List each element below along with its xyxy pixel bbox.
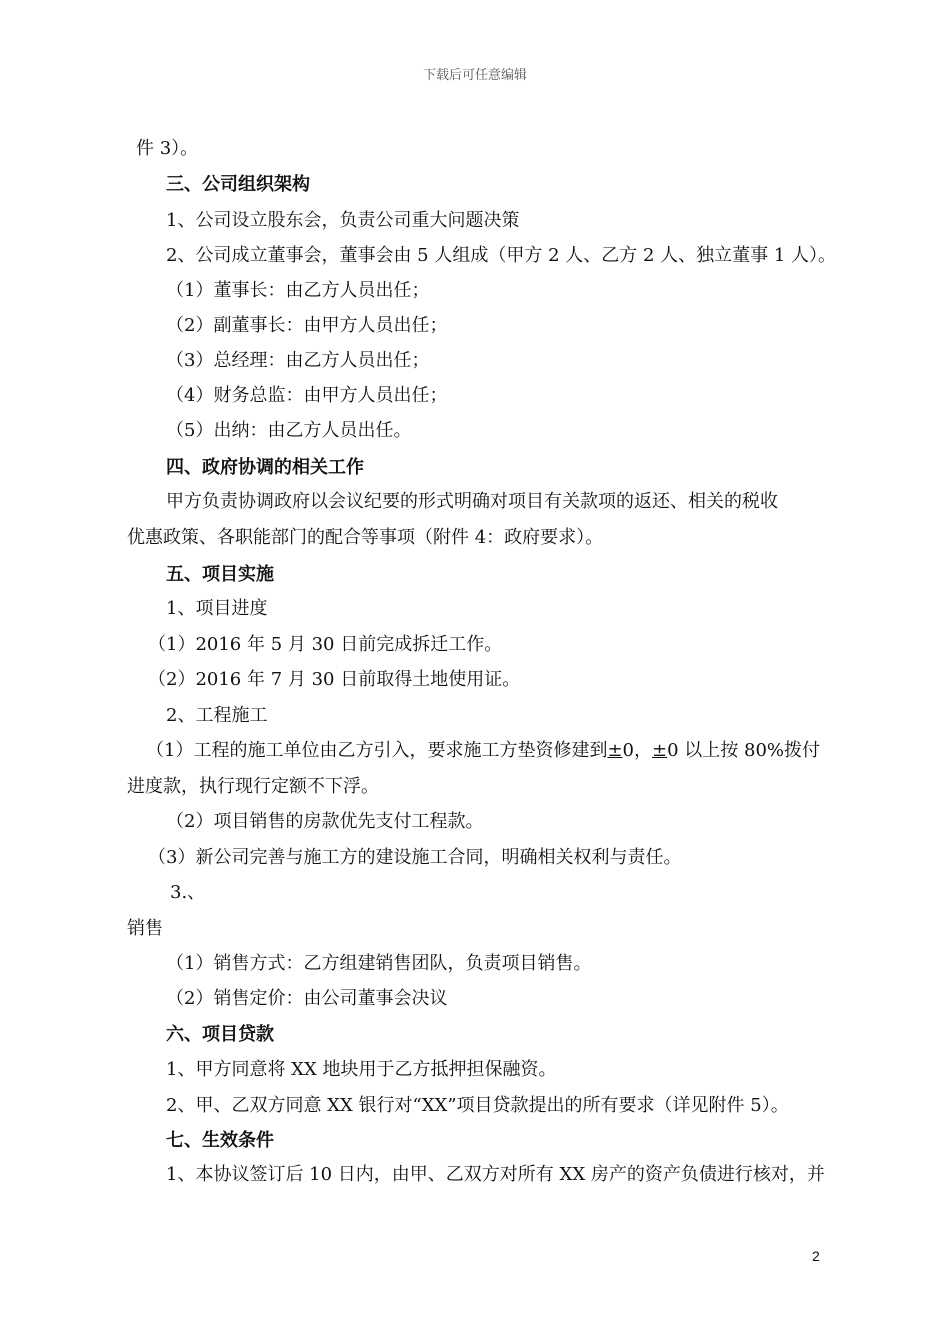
paragraph-line: 1、甲方同意将 XX 地块用于乙方抵押担保融资。	[166, 1059, 557, 1080]
text-segment: 0 以上按 80%拨付	[667, 740, 820, 761]
list-item: （1）2016 年 5 月 30 日前完成拆迁工作。	[148, 634, 503, 655]
page-header: 下载后可任意编辑	[422, 68, 527, 83]
section-heading-6: 六、项目贷款	[166, 1024, 274, 1045]
page-number: 2	[812, 1248, 820, 1264]
list-item: （2）2016 年 7 月 30 日前取得土地使用证。	[148, 669, 521, 690]
list-item: （2）项目销售的房款优先支付工程款。	[166, 811, 484, 832]
paragraph-line: 1、项目进度	[166, 598, 268, 619]
paragraph-line: 3.、	[170, 882, 206, 903]
section-heading-4: 四、政府协调的相关工作	[166, 457, 364, 478]
list-item: （2）副董事长：由甲方人员出任；	[166, 315, 448, 336]
list-item: （4）财务总监：由甲方人员出任；	[166, 385, 448, 406]
text-segment: （1）工程的施工单位由乙方引入，要求施工方垫资修建到	[146, 740, 608, 761]
list-item: （3）总经理：由乙方人员出任；	[166, 350, 430, 371]
section-heading-7: 七、生效条件	[166, 1130, 274, 1151]
paragraph-line: 1、公司设立股东会，负责公司重大问题决策	[166, 210, 520, 231]
section-heading-3: 三、公司组织架构	[166, 174, 310, 195]
list-item: （1）销售方式：乙方组建销售团队，负责项目销售。	[166, 953, 592, 974]
paragraph-line: 件 3）。	[136, 138, 199, 159]
plus-minus-symbol: ±	[652, 740, 668, 761]
list-item	[146, 739, 820, 763]
text-segment: 0，	[622, 740, 652, 761]
paragraph-line: 进度款，执行现行定额不下浮。	[127, 776, 379, 797]
list-item: （5）出纳：由乙方人员出任。	[166, 420, 412, 441]
paragraph-line: 2、工程施工	[166, 705, 268, 726]
paragraph-line: 1、本协议签订后 10 日内，由甲、乙双方对所有 XX 房产的资产负债进行核对，并	[166, 1164, 825, 1185]
paragraph-line: 优惠政策、各职能部门的配合等事项（附件 4：政府要求）。	[127, 527, 604, 548]
list-item: （1）董事长：由乙方人员出任；	[166, 280, 430, 301]
paragraph-line: 2、公司成立董事会，董事会由 5 人组成（甲方 2 人、乙方 2 人、独立董事 1 人）。	[166, 245, 837, 266]
plus-minus-symbol: ±	[607, 740, 623, 761]
section-heading-5: 五、项目实施	[166, 564, 274, 585]
list-item: （3）新公司完善与施工方的建设施工合同，明确相关权利与责任。	[148, 847, 682, 868]
paragraph-line: 2、甲、乙双方同意 XX 银行对“XX”项目贷款提出的所有要求（详见附件 5）。	[166, 1095, 789, 1116]
paragraph-line: 销售	[127, 918, 163, 939]
paragraph-line: 甲方负责协调政府以会议纪要的形式明确对项目有关款项的返还、相关的税收	[166, 491, 778, 512]
list-item: （2）销售定价：由公司董事会决议	[166, 988, 448, 1009]
